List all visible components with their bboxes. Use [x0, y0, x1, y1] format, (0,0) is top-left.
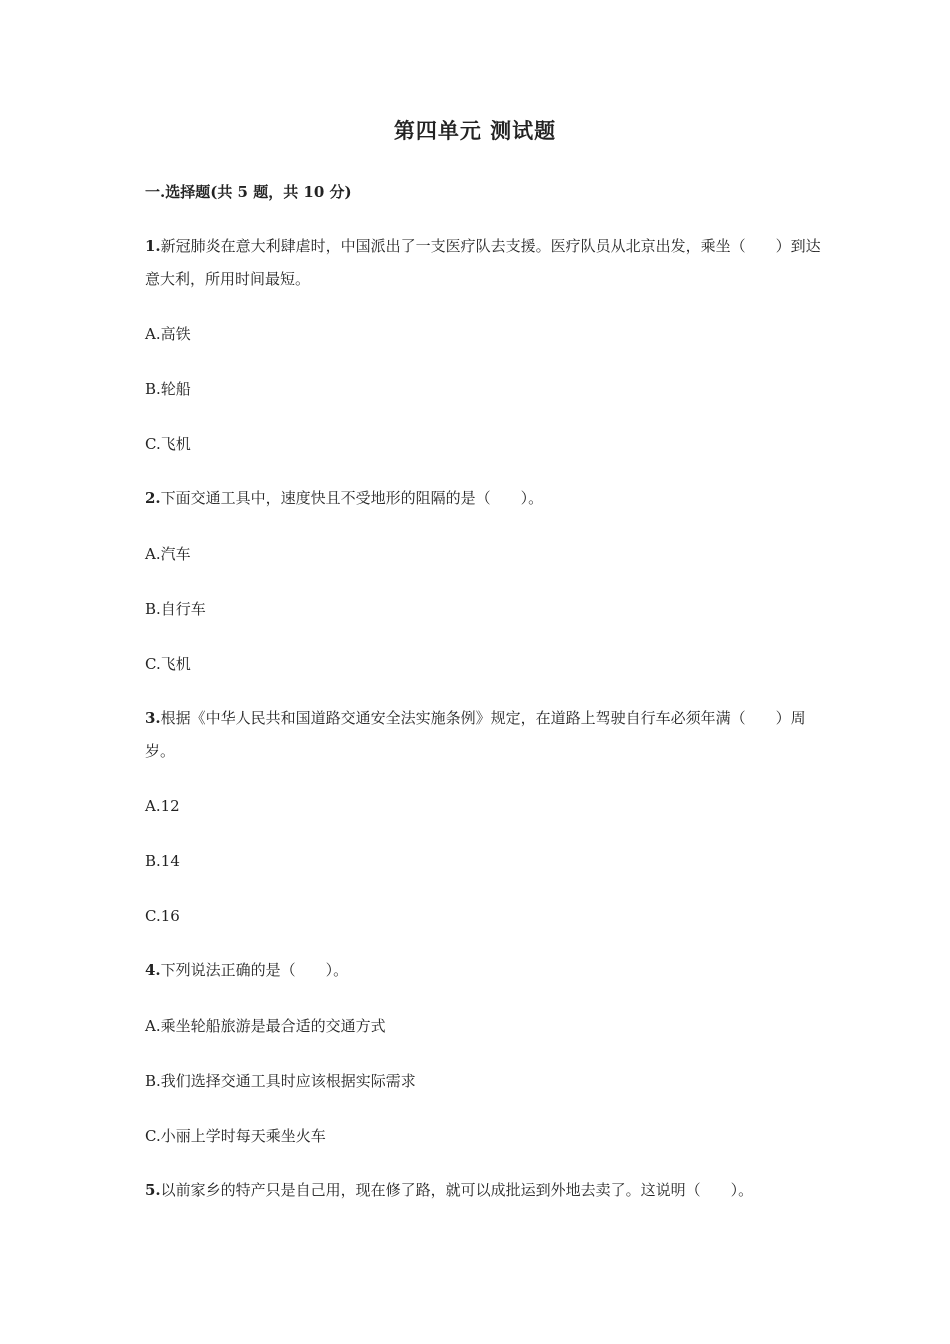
question-number: 3. [145, 709, 161, 727]
question-text: 下面交通工具中，速度快且不受地形的阻隔的是（ ）。 [160, 489, 544, 507]
option-1a: A.高铁 [145, 325, 191, 343]
question-number: 2. [145, 489, 161, 507]
option-3c: C.16 [145, 907, 180, 925]
option-4a: A.乘坐轮船旅游是最合适的交通方式 [145, 1017, 386, 1035]
question-text: 根据《中华人民共和国道路交通安全法实施条例》规定，在道路上驾驶自行车必须年满（ ）周岁。 [145, 709, 806, 760]
question-5 [145, 1174, 825, 1207]
question-text: 新冠肺炎在意大利肆虐时，中国派出了一支医疗队去支援。医疗队员从北京出发，乘坐（ ）到达意大利，所用时间最短。 [145, 237, 821, 288]
question-3 [145, 702, 825, 768]
question-number: 1. [145, 237, 161, 255]
option-2a: A.汽车 [145, 545, 191, 563]
option-2b: B.自行车 [145, 600, 206, 618]
question-number: 5. [145, 1181, 161, 1199]
section-heading: 一.选择题(共 5 题，共 10 分) [145, 183, 352, 201]
option-4c: C.小丽上学时每天乘坐火车 [145, 1127, 326, 1145]
option-2c: C.飞机 [145, 655, 191, 673]
question-number: 4. [145, 961, 161, 979]
option-3b: B.14 [145, 852, 180, 870]
page-title: 第四单元 测试题 [393, 118, 557, 143]
option-1c: C.飞机 [145, 435, 191, 453]
question-4 [145, 954, 825, 987]
question-text: 下列说法正确的是（ ）。 [160, 961, 349, 979]
option-1b: B.轮船 [145, 380, 191, 398]
question-1 [145, 230, 825, 296]
question-2 [145, 482, 825, 515]
option-3a: A.12 [145, 797, 180, 815]
question-text: 以前家乡的特产只是自己用，现在修了路，就可以成批运到外地去卖了。这说明（ ）。 [160, 1181, 754, 1199]
option-4b: B.我们选择交通工具时应该根据实际需求 [145, 1072, 416, 1090]
